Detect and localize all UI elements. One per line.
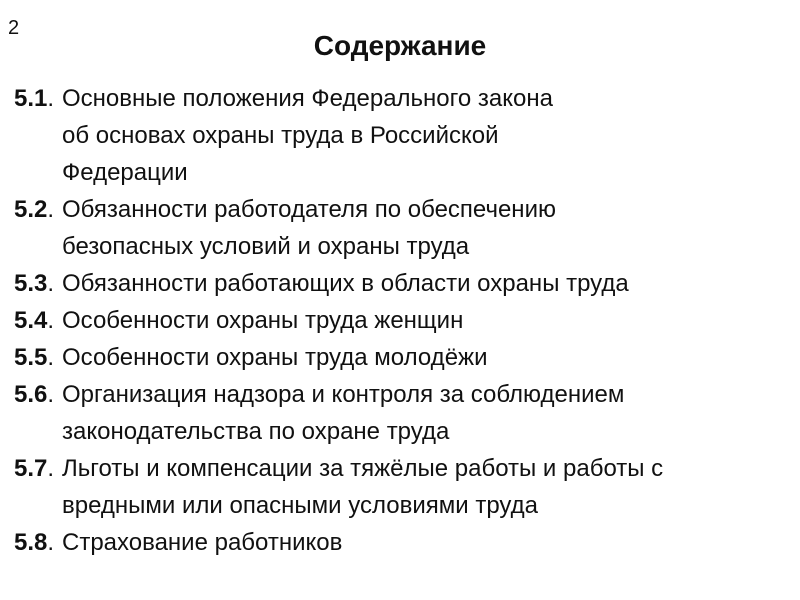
toc-item-text xyxy=(62,450,784,524)
toc-item-line: Особенности охраны труда молодёжи xyxy=(62,344,488,371)
toc-item-number: 5.6. xyxy=(14,381,55,408)
toc-item-line: Организация надзора и контроля за соблюдением xyxy=(62,381,625,408)
toc-item-5-8 xyxy=(14,524,784,561)
toc-item-5-4 xyxy=(14,302,784,339)
toc-item-text xyxy=(62,265,784,302)
toc-item-5-6 xyxy=(14,376,784,450)
toc-item-number: 5.8. xyxy=(14,529,55,556)
toc-item-text xyxy=(62,191,784,265)
table-of-contents xyxy=(14,80,784,561)
toc-item-5-5 xyxy=(14,339,784,376)
toc-item-text xyxy=(62,302,784,339)
toc-item-line: вредными или опасными условиями труда xyxy=(62,492,538,519)
toc-item-line: Особенности охраны труда женщин xyxy=(62,307,464,334)
toc-item-number: 5.4. xyxy=(14,307,55,334)
toc-item-line: Обязанности работающих в области охраны труда xyxy=(62,270,629,297)
toc-item-5-2 xyxy=(14,191,784,265)
toc-item-line: Страхование работников xyxy=(62,529,343,556)
toc-item-number: 5.2. xyxy=(14,196,55,223)
toc-item-text xyxy=(62,524,784,561)
toc-item-number: 5.5. xyxy=(14,344,55,371)
toc-item-5-1 xyxy=(14,80,784,191)
toc-item-text xyxy=(62,339,784,376)
toc-item-line: Основные положения Федерального закона xyxy=(62,85,553,112)
toc-item-text xyxy=(62,80,784,191)
toc-item-number: 5.1. xyxy=(14,85,55,112)
toc-item-line: безопасных условий и охраны труда xyxy=(62,233,470,260)
toc-item-line: законодательства по охране труда xyxy=(62,418,450,445)
toc-item-5-7 xyxy=(14,450,784,524)
toc-item-text xyxy=(62,376,784,450)
toc-item-line: Обязанности работодателя по обеспечению xyxy=(62,196,556,223)
toc-item-number: 5.7. xyxy=(14,455,55,482)
page-title: Содержание xyxy=(313,30,487,61)
toc-item-line: Льготы и компенсации за тяжёлые работы и работы с xyxy=(62,455,664,482)
page-number: 2 xyxy=(8,17,20,39)
toc-item-number: 5.3. xyxy=(14,270,55,297)
toc-item-line: об основах охраны труда в Российской xyxy=(62,122,499,149)
toc-item-line: Федерации xyxy=(62,159,188,186)
toc-item-5-3 xyxy=(14,265,784,302)
